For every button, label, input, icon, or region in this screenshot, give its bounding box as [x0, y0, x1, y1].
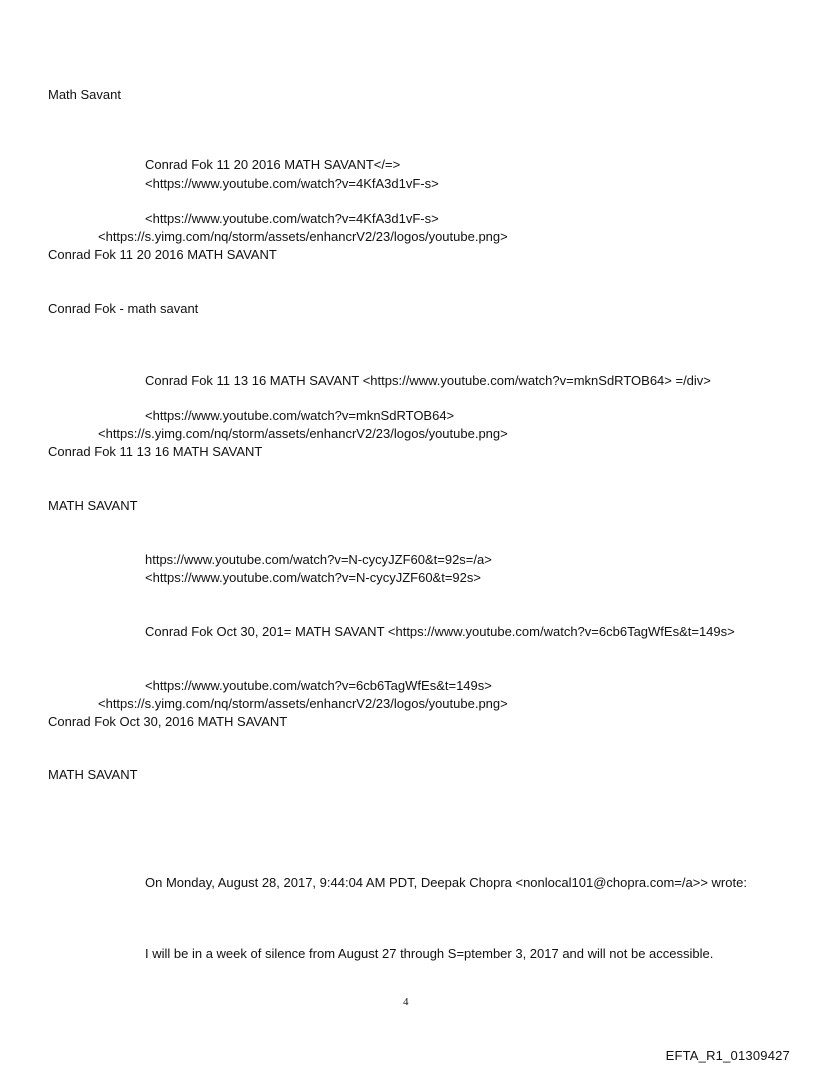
email-line: Conrad Fok Oct 30, 201= MATH SAVANT <https://www.youtube.com/watch?v=6cb6TagWfEs&t=149s>	[145, 624, 735, 639]
email-line: <https://www.youtube.com/watch?v=4KfA3d1vF-s>	[145, 176, 439, 191]
email-line: <https://www.youtube.com/watch?v=N-cycyJZF60&t=92s>	[145, 570, 481, 585]
email-line: On Monday, August 28, 2017, 9:44:04 AM PDT, Deepak Chopra <nonlocal101@chopra.com=/a>> wrote:	[145, 875, 747, 890]
section-title: MATH SAVANT	[48, 767, 138, 782]
section-title: Conrad Fok - math savant	[48, 301, 199, 316]
email-line: <https://www.youtube.com/watch?v=mknSdRTOB64>	[145, 408, 455, 423]
email-line: Conrad Fok 11 13 16 MATH SAVANT <https://www.youtube.com/watch?v=mknSdRTOB64> =/div>	[145, 373, 711, 388]
email-line: https://www.youtube.com/watch?v=N-cycyJZF60&t=92s=/a>	[145, 552, 492, 567]
email-line: Conrad Fok Oct 30, 2016 MATH SAVANT	[48, 714, 288, 729]
email-line: Conrad Fok 11 20 2016 MATH SAVANT</=>	[145, 157, 401, 172]
email-line: I will be in a week of silence from August 27 through S=ptember 3, 2017 and will not be accessible.	[145, 946, 714, 961]
email-line: <https://www.youtube.com/watch?v=6cb6TagWfEs&t=149s>	[145, 678, 492, 693]
page-number: 4	[403, 996, 409, 1008]
email-line: Conrad Fok 11 13 16 MATH SAVANT	[48, 444, 263, 459]
email-line: <https://www.youtube.com/watch?v=4KfA3d1vF-s>	[145, 211, 439, 226]
email-line: <https://s.yimg.com/nq/storm/assets/enhancrV2/23/logos/youtube.png>	[98, 426, 508, 441]
email-line: <https://s.yimg.com/nq/storm/assets/enhancrV2/23/logos/youtube.png>	[98, 696, 508, 711]
email-line: Conrad Fok 11 20 2016 MATH SAVANT	[48, 247, 277, 262]
document-heading: Math Savant	[48, 87, 121, 102]
email-line: <https://s.yimg.com/nq/storm/assets/enhancrV2/23/logos/youtube.png>	[98, 229, 508, 244]
bates-number: EFTA_R1_01309427	[665, 1048, 790, 1063]
section-title: MATH SAVANT	[48, 498, 138, 513]
